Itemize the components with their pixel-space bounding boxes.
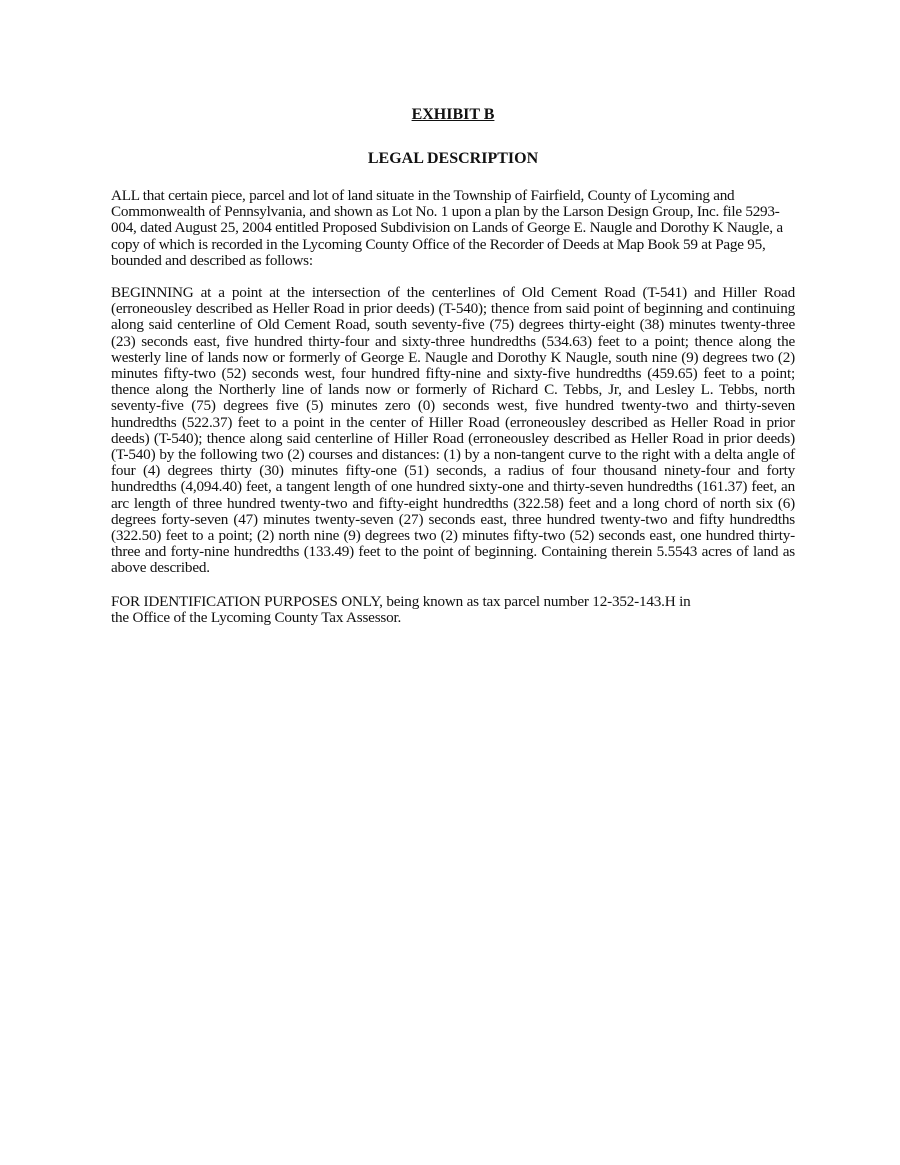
identification-line-2: the Office of the Lycoming County Tax Assessor. xyxy=(111,608,402,626)
lot-description-paragraph: ALL that certain piece, parcel and lot of land situate in the Township of Fairfield, County of Lycoming and Commonwealth of Pennsylvania, and shown as Lot No. 1 upon a plan by the Larson Design Group, Inc. file 5293-004, dated August 25, 2004 entitled Proposed Subdivision on Lands of George E. Naugle and Dorothy K Naugle, a copy of which is recorded in the Lycoming County Office of the Recorder of Deeds at Map Book 59 at Page 95, bounded and described as follows: xyxy=(111,187,783,269)
legal-description-heading: LEGAL DESCRIPTION xyxy=(367,150,539,167)
document-body xyxy=(111,103,795,626)
identification-paragraph xyxy=(111,594,795,626)
identification-line-1: FOR IDENTIFICATION PURPOSES ONLY, being known as tax parcel number 12-352-143.H in xyxy=(111,592,691,610)
metes-and-bounds-paragraph: BEGINNING at a point at the intersection of the centerlines of Old Cement Road (T-541) and Hiller Road (erroneousley described as Heller Road in prior deeds) (T-540); thence from said point of beginning and continuing along said centerline of Old Cement Road, south seventy-five (75) degrees thirty-eight (38) minutes twenty-three (23) seconds east, five hundred thirty-four and sixty-three hundredths (534.63) feet to a point; thence along the westerly line of lands now or formerly of George E. Naugle and Dorothy K Naugle, south nine (9) degrees two (2) minutes fifty-two (52) seconds west, four hundred fifty-nine and sixty-five hundredths (459.65) feet to a point; thence along the Northerly line of lands now or formerly of Richard C. Tebbs, Jr, and Lesley L. Tebbs, north seventy-five (75) degrees five (5) minutes zero (0) seconds west, five hundred twenty-two and thirty-seven hundredths (522.37) feet to a point in the center of Hiller Road (erroneousley described as Heller Road in prior deeds) (T-540); thence along said centerline of Hiller Road (erroneousley described as Heller Road in prior deeds) (T-540) by the following two (2) courses and distances: (1) by a non-tangent curve to the right with a delta angle of four (4) degrees thirty (30) minutes fifty-one (51) seconds, a radius of four thousand ninety-four and forty hundredths (4,094.40) feet, a tangent length of one hundred sixty-one and thirty-seven hundredths (161.37) feet, an arc length of three hundred twenty-two and fifty-eight hundredths (322.58) feet and a long chord of north six (6) degrees forty-seven (47) minutes twenty-seven (27) seconds east, three hundred twenty-two and fifty hundredths (322.50) feet to a point; (2) north nine (9) degrees two (2) minutes fifty-two (52) seconds east, one hundred thirty-three and forty-nine hundredths (133.49) feet to the point of beginning. Containing therein 5.5543 acres of land as above described. xyxy=(111,284,795,577)
exhibit-title: EXHIBIT B xyxy=(411,106,495,123)
